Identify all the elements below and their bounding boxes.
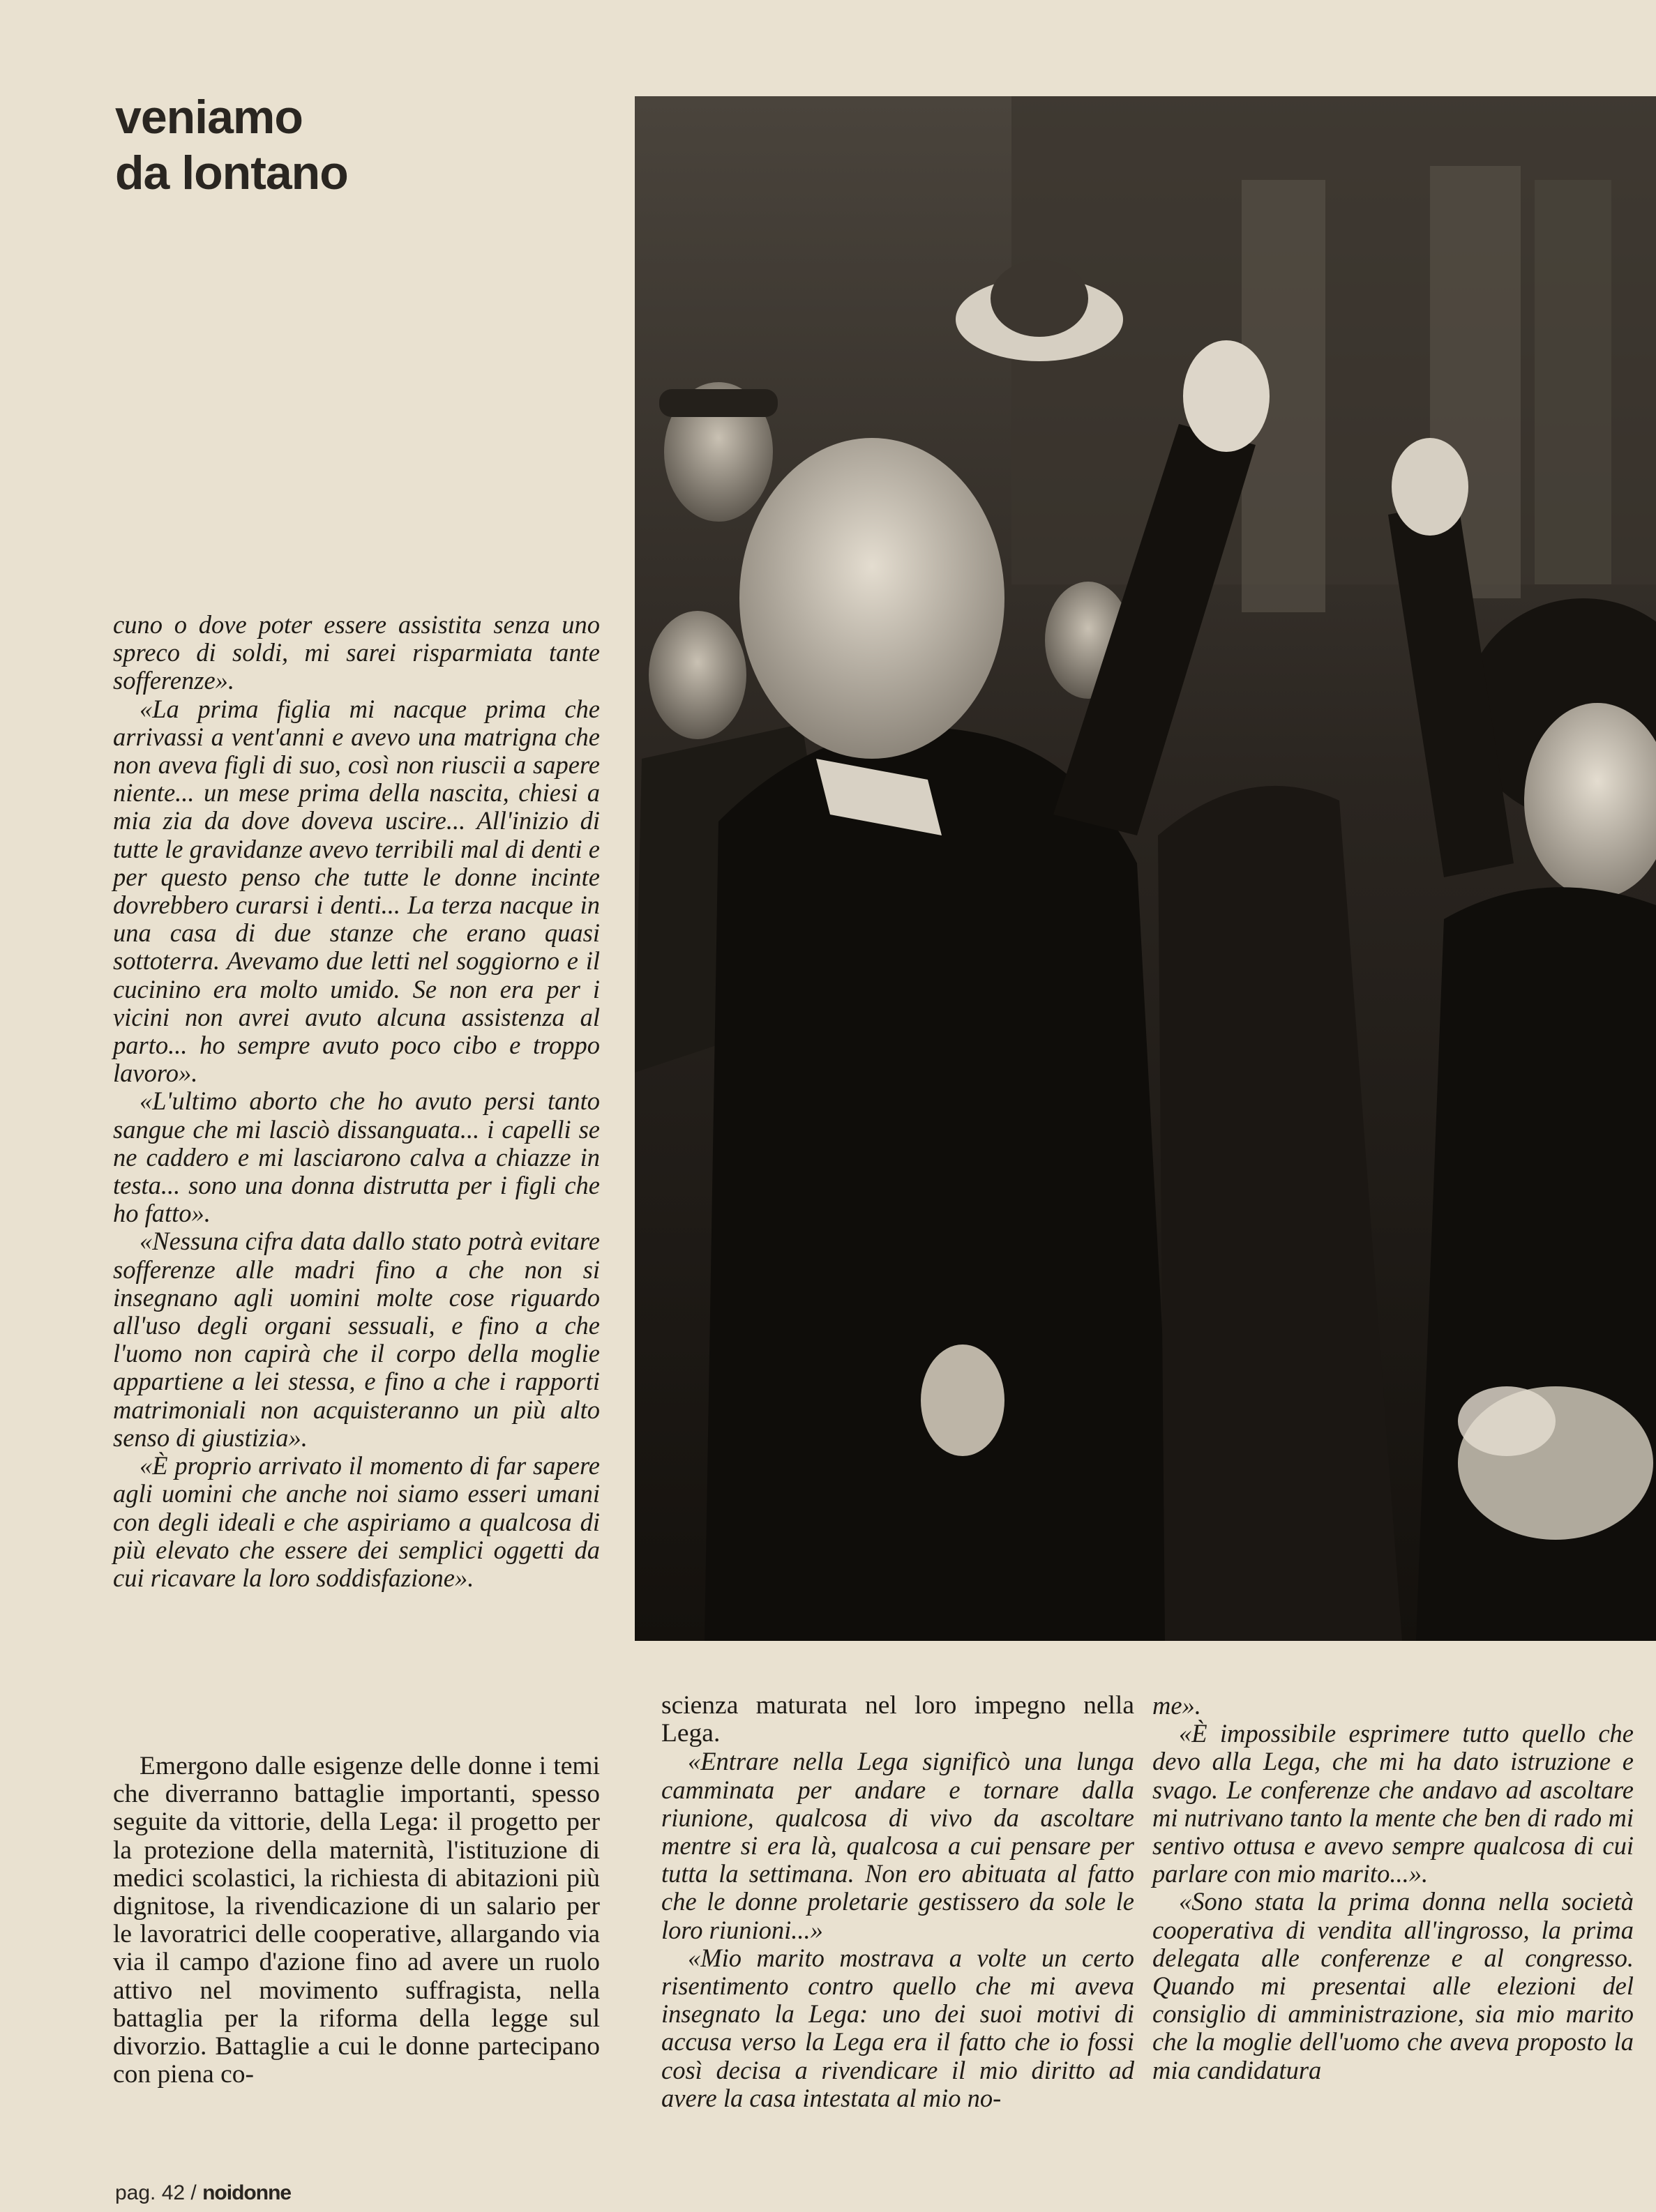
title-line-1: veniamo bbox=[115, 91, 303, 144]
paragraph: «L'ultimo aborto che ho avuto persi tanto sangue che mi lasciò dissanguata... i capelli se ne caddero e mi lasciarono calva a chiazze in testa... sono una donna distrutta per i figli che ho fatto». bbox=[113, 1086, 600, 1228]
paragraph: cuno o dove poter essere assistita senza uno spreco di soldi, mi sarei risparmiata tante sofferenze». bbox=[113, 610, 600, 695]
column-3 bbox=[1152, 1692, 1634, 2084]
paragraph: «Entrare nella Lega significò una lunga camminata per andare e tornare dalla riunione, qualcosa di vivo da ascoltare mentre si era là, qualcosa a cui pensare per tutta la settimana. Non ero abituata al fatto che le donne proletarie gestissero da sole le loro riunioni...» bbox=[661, 1747, 1134, 1944]
paragraph: «Nessuna cifra data dallo stato potrà evitare sofferenze alle madri fino a che non si insegnano agli uomini molte cose riguardo all'uso degli organi sessuali, e fino a che l'uomo non capirà che il corpo della moglie appartiene a lei stessa, e fino a che i rapporti matrimoniali non acquisteranno un più alto senso di giustizia». bbox=[113, 1227, 600, 1452]
paragraph: «Mio marito mostrava a volte un certo risentimento contro quello che mi aveva insegnato la Lega: uno dei suoi motivi di accusa verso la Lega era il fatto che io fossi così decisa a rivendicare il mio diritto ad avere la casa intestata al mio no- bbox=[661, 1943, 1134, 2112]
magazine-name: noidonne bbox=[202, 2181, 292, 2204]
page-number: pag. 42 / bbox=[115, 2181, 197, 2204]
column-1-bottom bbox=[113, 1752, 600, 2089]
page-footer bbox=[115, 2181, 291, 2205]
paragraph: «Sono stata la prima donna nella società cooperativa di vendita all'ingrosso, la prima delegata alle conferenze e al congresso. Quando mi presentai alle elezioni del consiglio di amministrazione, sia mio marito che la moglie dell'uomo che aveva proposto la mia candidatura bbox=[1152, 1887, 1634, 2084]
column-2 bbox=[661, 1692, 1134, 2112]
historical-photo bbox=[635, 96, 1656, 1641]
photo-illustration bbox=[635, 96, 1656, 1641]
paragraph: me». bbox=[1152, 1691, 1201, 1720]
title-line-2: da lontano bbox=[115, 146, 348, 199]
paragraph: scienza maturata nel loro impegno nella Lega. bbox=[661, 1691, 1134, 1748]
article-title bbox=[115, 89, 534, 201]
paragraph: «La prima figlia mi nacque prima che arrivassi a vent'anni e avevo una matrigna che non aveva figli di suo, così non riuscii a sapere niente... un mese prima della nascita, chiesi a mia zia da dove doveva uscire... All'inizio di tutte le gravidanze avevo terribili mal di denti e per questo penso che tutte le donne incinte dovrebbero curarsi i denti... La terza nacque in una casa di due stanze che erano quasi sottoterra. Avevamo due letti nel soggiorno e il cucinino era molto umido. Se non era per i vicini non avrei avuto alcuna assistenza al parto... ho sempre avuto poco cibo e troppo lavoro». bbox=[113, 694, 600, 1088]
paragraph: Emergono dalle esigenze delle donne i temi che diverranno battaglie importanti, spesso seguite da vittorie, della Lega: il progetto per la protezione della maternità, l'istituzione di medici scolastici, la richiesta di abitazioni più dignitose, la rivendicazione di un salario per le lavoratrici delle cooperative, allargando via via il campo d'azione fino ad avere un ruolo attivo nel movimento suffragista, nella battaglia per la riforma della legge sul divorzio. Battaglie a cui le donne partecipano con piena co- bbox=[113, 1752, 600, 2089]
column-1-top bbox=[113, 611, 600, 1592]
paragraph: «È impossibile esprimere tutto quello che devo alla Lega, che mi ha dato istruzione e svago. Le conferenze che andavo ad ascoltare mi nutrivano tanto la mente che ben di rado mi sentivo ottusa e avevo sempre qualcosa di cui parlare con mio marito...». bbox=[1152, 1719, 1634, 1888]
paragraph: «È proprio arrivato il momento di far sapere agli uomini che anche noi siamo esseri umani con degli ideali e che aspiriamo a qualcosa di più elevato che essere dei semplici oggetti da cui ricavare la loro soddisfazione». bbox=[113, 1451, 600, 1592]
